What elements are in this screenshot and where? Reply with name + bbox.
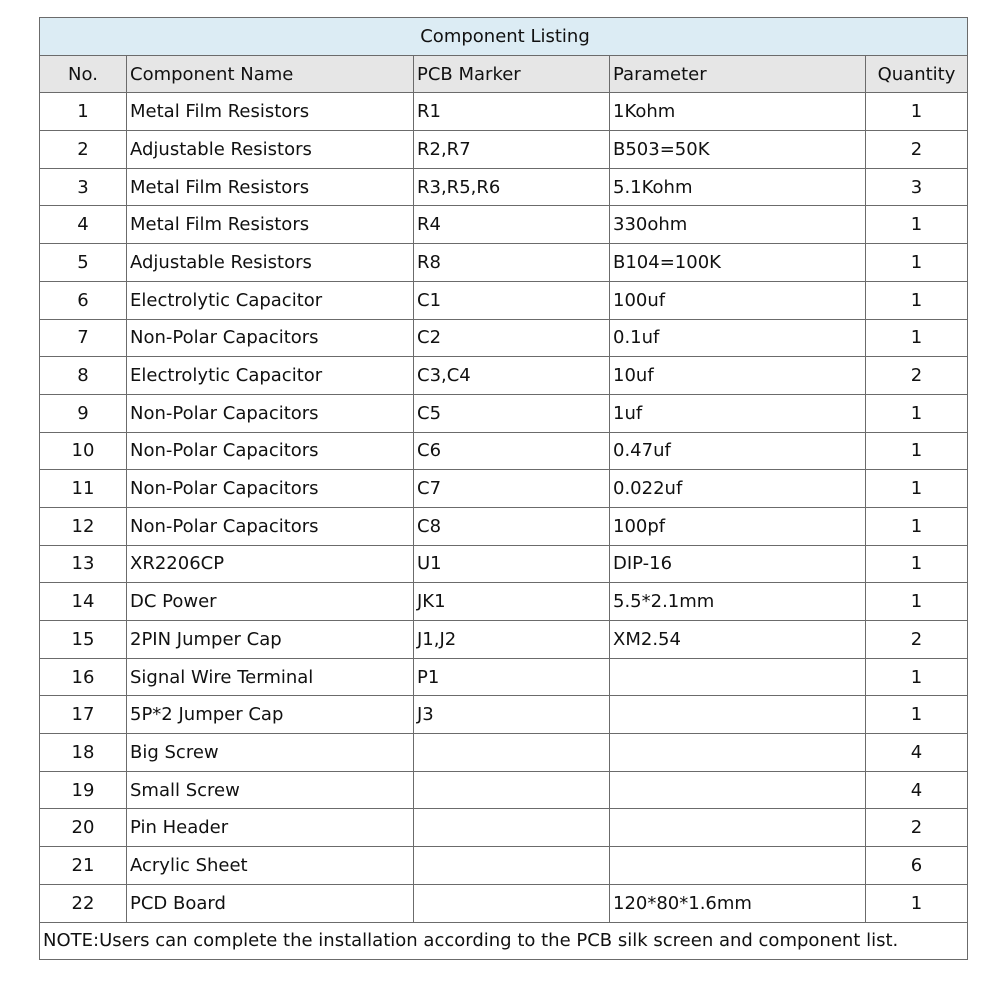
cell-quantity: 1 bbox=[866, 658, 968, 696]
cell-parameter: 330ohm bbox=[610, 206, 866, 244]
cell-component-name: Adjustable Resistors bbox=[127, 244, 414, 282]
cell-no: 22 bbox=[40, 884, 127, 922]
cell-quantity: 1 bbox=[866, 470, 968, 508]
cell-quantity: 2 bbox=[866, 809, 968, 847]
cell-parameter bbox=[610, 696, 866, 734]
cell-quantity: 4 bbox=[866, 734, 968, 772]
cell-pcb-marker: C8 bbox=[414, 507, 610, 545]
cell-parameter: 120*80*1.6mm bbox=[610, 884, 866, 922]
table-row bbox=[40, 884, 968, 922]
cell-pcb-marker bbox=[414, 734, 610, 772]
header-parameter: Parameter bbox=[610, 55, 866, 93]
cell-quantity: 1 bbox=[866, 244, 968, 282]
cell-no: 18 bbox=[40, 734, 127, 772]
cell-quantity: 1 bbox=[866, 93, 968, 131]
table-row bbox=[40, 281, 968, 319]
table-row bbox=[40, 507, 968, 545]
cell-quantity: 1 bbox=[866, 281, 968, 319]
component-listing-sheet bbox=[39, 17, 967, 960]
table-row bbox=[40, 319, 968, 357]
table-row bbox=[40, 734, 968, 772]
cell-component-name: Metal Film Resistors bbox=[127, 168, 414, 206]
note-row bbox=[40, 922, 968, 960]
header-quantity: Quantity bbox=[866, 55, 968, 93]
cell-no: 12 bbox=[40, 507, 127, 545]
component-listing-table bbox=[39, 17, 968, 960]
table-row bbox=[40, 847, 968, 885]
cell-no: 2 bbox=[40, 131, 127, 169]
header-component-name: Component Name bbox=[127, 55, 414, 93]
cell-parameter: 1Kohm bbox=[610, 93, 866, 131]
cell-component-name: Non-Polar Capacitors bbox=[127, 470, 414, 508]
cell-quantity: 1 bbox=[866, 884, 968, 922]
cell-pcb-marker: J1,J2 bbox=[414, 621, 610, 659]
cell-parameter: DIP-16 bbox=[610, 545, 866, 583]
cell-pcb-marker bbox=[414, 847, 610, 885]
cell-pcb-marker bbox=[414, 884, 610, 922]
table-row bbox=[40, 809, 968, 847]
cell-component-name: Non-Polar Capacitors bbox=[127, 319, 414, 357]
cell-parameter: 100pf bbox=[610, 507, 866, 545]
cell-quantity: 2 bbox=[866, 357, 968, 395]
header-no: No. bbox=[40, 55, 127, 93]
cell-component-name: Non-Polar Capacitors bbox=[127, 394, 414, 432]
cell-quantity: 1 bbox=[866, 507, 968, 545]
cell-quantity: 1 bbox=[866, 319, 968, 357]
cell-component-name: Electrolytic Capacitor bbox=[127, 281, 414, 319]
cell-pcb-marker: R4 bbox=[414, 206, 610, 244]
table-row bbox=[40, 206, 968, 244]
cell-component-name: Non-Polar Capacitors bbox=[127, 432, 414, 470]
table-row bbox=[40, 545, 968, 583]
cell-parameter bbox=[610, 734, 866, 772]
table-row bbox=[40, 583, 968, 621]
cell-parameter: 100uf bbox=[610, 281, 866, 319]
cell-component-name: Acrylic Sheet bbox=[127, 847, 414, 885]
cell-no: 19 bbox=[40, 771, 127, 809]
table-row bbox=[40, 470, 968, 508]
table-row bbox=[40, 168, 968, 206]
cell-quantity: 1 bbox=[866, 545, 968, 583]
cell-no: 13 bbox=[40, 545, 127, 583]
cell-component-name: Adjustable Resistors bbox=[127, 131, 414, 169]
cell-pcb-marker: R1 bbox=[414, 93, 610, 131]
cell-quantity: 4 bbox=[866, 771, 968, 809]
table-row bbox=[40, 131, 968, 169]
cell-quantity: 1 bbox=[866, 394, 968, 432]
cell-pcb-marker: JK1 bbox=[414, 583, 610, 621]
cell-parameter: XM2.54 bbox=[610, 621, 866, 659]
table-row bbox=[40, 658, 968, 696]
cell-component-name: Electrolytic Capacitor bbox=[127, 357, 414, 395]
cell-component-name: 2PIN Jumper Cap bbox=[127, 621, 414, 659]
cell-component-name: DC Power bbox=[127, 583, 414, 621]
table-title-row bbox=[40, 18, 968, 56]
cell-component-name: Metal Film Resistors bbox=[127, 206, 414, 244]
cell-pcb-marker: R2,R7 bbox=[414, 131, 610, 169]
cell-component-name: Big Screw bbox=[127, 734, 414, 772]
table-row bbox=[40, 93, 968, 131]
cell-no: 17 bbox=[40, 696, 127, 734]
cell-no: 6 bbox=[40, 281, 127, 319]
cell-no: 5 bbox=[40, 244, 127, 282]
table-row bbox=[40, 771, 968, 809]
cell-component-name: 5P*2 Jumper Cap bbox=[127, 696, 414, 734]
cell-pcb-marker: C3,C4 bbox=[414, 357, 610, 395]
cell-no: 11 bbox=[40, 470, 127, 508]
cell-parameter bbox=[610, 771, 866, 809]
cell-component-name: Signal Wire Terminal bbox=[127, 658, 414, 696]
cell-no: 20 bbox=[40, 809, 127, 847]
cell-quantity: 1 bbox=[866, 696, 968, 734]
header-pcb-marker: PCB Marker bbox=[414, 55, 610, 93]
cell-component-name: XR2206CP bbox=[127, 545, 414, 583]
table-title: Component Listing bbox=[40, 18, 968, 56]
cell-no: 1 bbox=[40, 93, 127, 131]
cell-no: 16 bbox=[40, 658, 127, 696]
table-body bbox=[40, 93, 968, 922]
cell-pcb-marker: U1 bbox=[414, 545, 610, 583]
table-row bbox=[40, 357, 968, 395]
cell-no: 4 bbox=[40, 206, 127, 244]
cell-parameter: B503=50K bbox=[610, 131, 866, 169]
cell-component-name: Pin Header bbox=[127, 809, 414, 847]
cell-quantity: 1 bbox=[866, 206, 968, 244]
cell-no: 21 bbox=[40, 847, 127, 885]
cell-no: 14 bbox=[40, 583, 127, 621]
cell-pcb-marker bbox=[414, 771, 610, 809]
cell-no: 10 bbox=[40, 432, 127, 470]
cell-parameter bbox=[610, 847, 866, 885]
cell-pcb-marker bbox=[414, 809, 610, 847]
table-row bbox=[40, 432, 968, 470]
cell-quantity: 1 bbox=[866, 432, 968, 470]
cell-pcb-marker: C5 bbox=[414, 394, 610, 432]
cell-quantity: 2 bbox=[866, 621, 968, 659]
cell-no: 7 bbox=[40, 319, 127, 357]
cell-component-name: Small Screw bbox=[127, 771, 414, 809]
table-row bbox=[40, 394, 968, 432]
cell-pcb-marker: C1 bbox=[414, 281, 610, 319]
table-header-row bbox=[40, 55, 968, 93]
cell-quantity: 6 bbox=[866, 847, 968, 885]
cell-pcb-marker: P1 bbox=[414, 658, 610, 696]
cell-pcb-marker: R3,R5,R6 bbox=[414, 168, 610, 206]
cell-pcb-marker: J3 bbox=[414, 696, 610, 734]
installation-note: NOTE:Users can complete the installation according to the PCB silk screen and component list. bbox=[40, 922, 968, 960]
cell-pcb-marker: R8 bbox=[414, 244, 610, 282]
cell-parameter: 0.1uf bbox=[610, 319, 866, 357]
cell-no: 15 bbox=[40, 621, 127, 659]
cell-parameter: B104=100K bbox=[610, 244, 866, 282]
cell-pcb-marker: C2 bbox=[414, 319, 610, 357]
cell-no: 9 bbox=[40, 394, 127, 432]
cell-parameter: 5.5*2.1mm bbox=[610, 583, 866, 621]
cell-component-name: Metal Film Resistors bbox=[127, 93, 414, 131]
cell-parameter bbox=[610, 658, 866, 696]
cell-component-name: Non-Polar Capacitors bbox=[127, 507, 414, 545]
cell-parameter: 10uf bbox=[610, 357, 866, 395]
cell-no: 3 bbox=[40, 168, 127, 206]
cell-quantity: 1 bbox=[866, 583, 968, 621]
cell-no: 8 bbox=[40, 357, 127, 395]
cell-pcb-marker: C7 bbox=[414, 470, 610, 508]
cell-quantity: 2 bbox=[866, 131, 968, 169]
cell-component-name: PCD Board bbox=[127, 884, 414, 922]
cell-parameter: 0.47uf bbox=[610, 432, 866, 470]
cell-parameter: 5.1Kohm bbox=[610, 168, 866, 206]
cell-parameter bbox=[610, 809, 866, 847]
cell-parameter: 0.022uf bbox=[610, 470, 866, 508]
table-row bbox=[40, 244, 968, 282]
cell-pcb-marker: C6 bbox=[414, 432, 610, 470]
table-row bbox=[40, 621, 968, 659]
cell-quantity: 3 bbox=[866, 168, 968, 206]
table-row bbox=[40, 696, 968, 734]
cell-parameter: 1uf bbox=[610, 394, 866, 432]
